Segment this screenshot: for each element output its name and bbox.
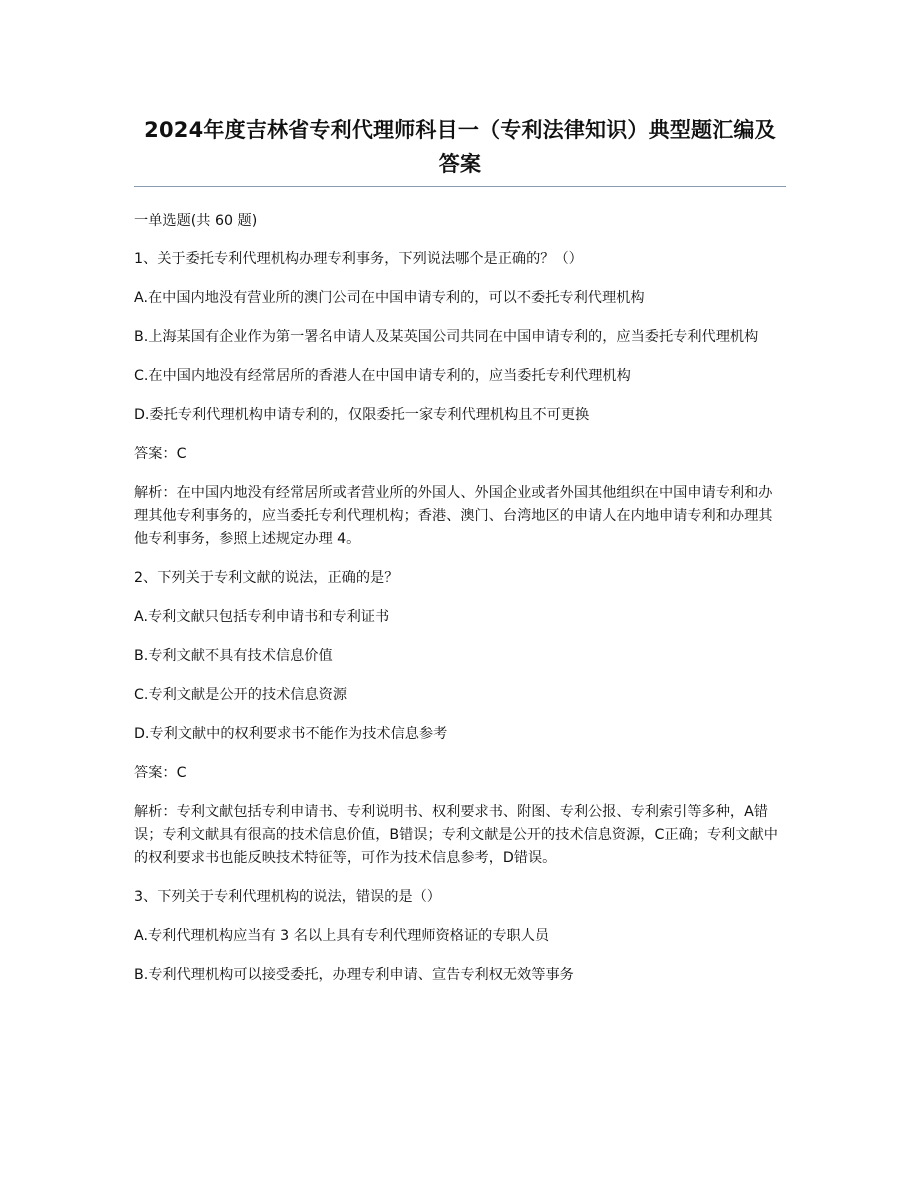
question-stem: 1、关于委托专利代理机构办理专利事务，下列说法哪个是正确的？（）	[134, 251, 583, 267]
title-divider	[134, 186, 786, 187]
option-b: B.专利代理机构可以接受委托，办理专利申请、宣告专利权无效等事务	[134, 967, 574, 983]
analysis: 解析：专利文献包括专利申请书、专利说明书、权利要求书、附图、专利公报、专利索引等多种，A错误；专利文献具有很高的技术信息价值，B错误；专利文献是公开的技术信息资源，C正确；专利文献中的权利要求书也能反映技术特征等，可作为技术信息参考，D错误。	[134, 804, 778, 866]
document-body	[134, 210, 786, 1003]
option-b: B.上海某国有企业作为第一署名申请人及某英国公司共同在中国申请专利的，应当委托专利代理机构	[134, 329, 759, 345]
answer: 答案：C	[134, 446, 187, 462]
option-c: C.专利文献是公开的技术信息资源	[134, 687, 348, 703]
option-c: C.在中国内地没有经常居所的香港人在中国申请专利的，应当委托专利代理机构	[134, 368, 631, 384]
section-header: 一单选题(共 60 题)	[134, 213, 258, 229]
question-stem: 3、下列关于专利代理机构的说法，错误的是（）	[134, 889, 441, 905]
document-title: 2024年度吉林省专利代理师科目一（专利法律知识）典型题汇编及答案	[144, 118, 776, 176]
option-d: D.专利文献中的权利要求书不能作为技术信息参考	[134, 726, 448, 742]
option-a: A.专利代理机构应当有 3 名以上具有专利代理师资格证的专职人员	[134, 928, 550, 944]
answer: 答案：C	[134, 765, 187, 781]
option-a: A.专利文献只包括专利申请书和专利证书	[134, 609, 390, 625]
option-a: A.在中国内地没有营业所的澳门公司在中国申请专利的，可以不委托专利代理机构	[134, 290, 645, 306]
question-stem: 2、下列关于专利文献的说法，正确的是？	[134, 570, 399, 586]
option-b: B.专利文献不具有技术信息价值	[134, 648, 333, 664]
analysis: 解析：在中国内地没有经常居所或者营业所的外国人、外国企业或者外国其他组织在中国申请专利和办理其他专利事务的，应当委托专利代理机构；香港、澳门、台湾地区的申请人在内地申请专利和办理其他专利事务，参照上述规定办理 4。	[134, 485, 773, 547]
option-d: D.委托专利代理机构申请专利的，仅限委托一家专利代理机构且不可更换	[134, 407, 590, 423]
